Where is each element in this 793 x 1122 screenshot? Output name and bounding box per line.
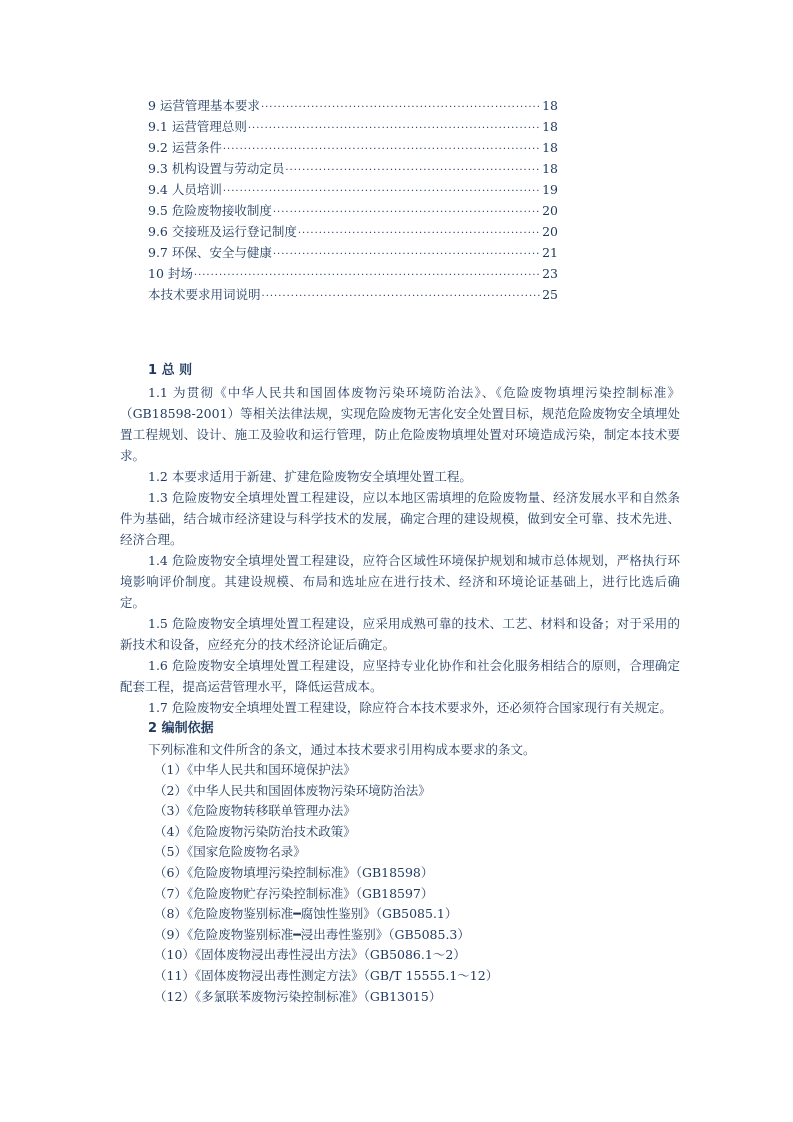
toc-entry[interactable] (148, 96, 558, 117)
reference-item: （2）《中华人民共和国固体废物污染环境防治法》 (154, 782, 431, 798)
toc-entry[interactable] (148, 180, 558, 201)
paragraph: 1.3 危险废物安全填埋处置工程建设，应以本地区需填埋的危险废物量、经济发展水平和自然条件为基础，结合城市经济建设与科学技术的发展，确定合理的建设规模，做到安全可靠、技术先进、经济合理。 (120, 490, 680, 547)
toc-leader (261, 102, 541, 113)
toc-page: 20 (542, 224, 558, 239)
toc-label: 9 运营管理基本要求 (148, 98, 260, 113)
paragraph: 1.4 危险废物安全填埋处置工程建设，应符合区域性环境保护规划和城市总体规划，严格执行环境影响评价制度。其建设规模、布局和选址应在进行技术、经济和环境论证基础上，进行比选后确定。 (120, 553, 680, 610)
paragraph: 1.2 本要求适用于新建、扩建危险废物安全填埋处置工程。 (148, 469, 472, 484)
toc-entry[interactable] (148, 264, 558, 285)
toc-label: 9.3 机构设置与劳动定员 (148, 161, 285, 176)
document-body (120, 360, 680, 1007)
reference-item: （7）《危险废物贮存污染控制标准》（GB18597） (154, 885, 434, 901)
toc-entry[interactable] (148, 285, 558, 306)
toc-page: 23 (542, 266, 558, 281)
toc-leader (273, 207, 541, 218)
toc-page: 21 (542, 245, 558, 260)
toc-entry[interactable] (148, 243, 558, 264)
toc-page: 18 (542, 161, 558, 176)
paragraph: 1.5 危险废物安全填埋处置工程建设，应采用成熟可靠的技术、工艺、材料和设备；对于采用的新技术和设备，应经充分的技术经济论证后确定。 (120, 616, 680, 652)
toc-label: 9.7 环保、安全与健康 (148, 245, 272, 260)
section-2-heading: 2 编制依据 (148, 721, 214, 736)
reference-item: （3）《危险废物转移联单管理办法》 (154, 803, 356, 819)
toc-leader (262, 291, 542, 302)
reference-item: （10）《固体废物浸出毒性浸出方法》（GB5086.1～2） (154, 947, 466, 963)
toc-leader (223, 186, 541, 197)
toc-entry[interactable] (148, 222, 558, 243)
toc-label: 10 封场 (148, 266, 193, 281)
toc-page: 20 (542, 203, 558, 218)
toc-entry[interactable] (148, 201, 558, 222)
section-1-heading: 1 总 则 (148, 363, 193, 378)
toc-label: 本技术要求用词说明 (148, 287, 261, 302)
toc-page: 18 (542, 98, 558, 113)
toc-page: 25 (542, 287, 558, 302)
reference-item: （12）《多氯联苯废物污染控制标准》（GB13015） (154, 988, 442, 1004)
toc-leader (248, 123, 541, 134)
reference-item: （4）《危险废物污染防治技术政策》 (154, 823, 356, 839)
reference-item: （6）《危险废物填埋污染控制标准》（GB18598） (154, 864, 434, 880)
toc-entry[interactable] (148, 117, 558, 138)
toc-leader (194, 270, 541, 281)
reference-item: （11）《固体废物浸出毒性测定方法》（GB/T 15555.1～12） (154, 967, 499, 983)
toc-leader (285, 165, 541, 176)
paragraph: 1.7 危险废物安全填埋处置工程建设，除应符合本技术要求外，还必须符合国家现行有关规定。 (148, 700, 672, 715)
toc-label: 9.4 人员培训 (148, 182, 222, 197)
toc-label: 9.5 危险废物接收制度 (148, 203, 272, 218)
reference-item: （8）《危险废物鉴别标准━腐蚀性鉴别》（GB5085.1） (154, 906, 458, 922)
reference-item: （5）《国家危险废物名录》 (154, 844, 306, 860)
toc-page: 18 (542, 140, 558, 155)
toc-label: 9.1 运营管理总则 (148, 119, 247, 134)
toc-leader (298, 228, 541, 239)
paragraph: 1.1 为贯彻《中华人民共和国固体废物污染环境防治法》、《危险废物填埋污染控制标准》（GB18598-2001）等相关法律法规，实现危险废物无害化安全处置目标，规范危险废物安全填埋处置工程规划、设计、施工及验收和运行管理，防止危险废物填埋处置对环境造成污染，制定本技术要求。 (120, 385, 680, 463)
toc-leader (273, 249, 541, 260)
toc-entry[interactable] (148, 159, 558, 180)
table-of-contents (148, 96, 558, 306)
section-2-intro: 下列标准和文件所含的条文，通过本技术要求引用构成本要求的条文。 (148, 742, 536, 757)
toc-leader (223, 144, 541, 155)
toc-label: 9.6 交接班及运行登记制度 (148, 224, 297, 239)
paragraph: 1.6 危险废物安全填埋处置工程建设，应坚持专业化协作和社会化服务相结合的原则，合理确定配套工程，提高运营管理水平，降低运营成本。 (120, 658, 680, 694)
reference-item: （1）《中华人民共和国环境保护法》 (154, 762, 356, 777)
reference-item: （9）《危险废物鉴别标准━浸出毒性鉴别》（GB5085.3） (154, 926, 470, 942)
toc-page: 19 (542, 182, 558, 197)
toc-entry[interactable] (148, 138, 558, 159)
toc-page: 18 (542, 119, 558, 134)
toc-label: 9.2 运营条件 (148, 140, 222, 155)
